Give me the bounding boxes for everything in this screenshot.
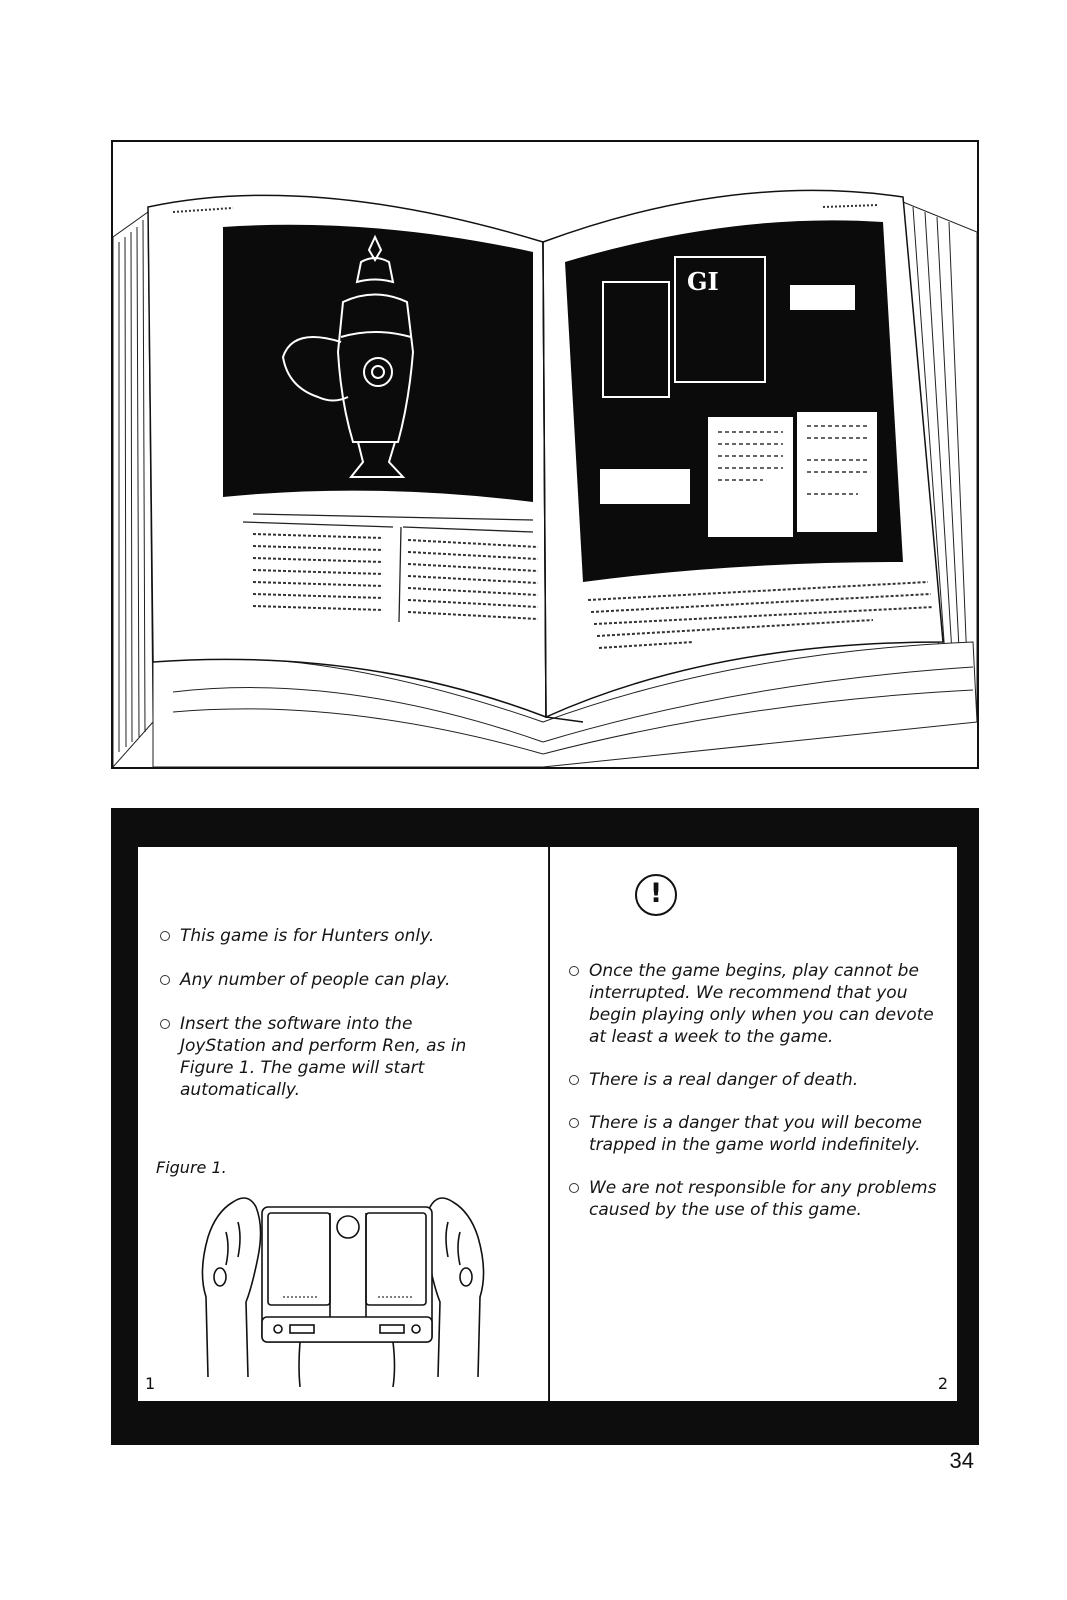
list-item: Once the game begins, play cannot be interrupted. We recommend that you begin playing only when you can devote at least a week to the game. xyxy=(569,960,944,1048)
list-item: We are not responsible for any problems caused by the use of this game. xyxy=(569,1177,944,1221)
figure-caption: Figure 1. xyxy=(156,1158,227,1177)
right-hand-icon xyxy=(425,1198,483,1377)
console-with-hands-figure xyxy=(178,1177,498,1387)
manual-page-number-right: 2 xyxy=(937,1374,948,1393)
right-notes-list xyxy=(569,960,944,1242)
list-item: There is a danger that you will become trapped in the game world indefinitely. xyxy=(569,1112,944,1156)
trophy-image-block xyxy=(223,225,533,502)
list-item: This game is for Hunters only. xyxy=(160,925,500,947)
list-item: There is a real danger of death. xyxy=(569,1069,944,1091)
gi-logo: GI xyxy=(687,267,719,296)
illustration-panel-open-book xyxy=(111,140,979,769)
page-number: 34 xyxy=(949,1448,974,1473)
open-book-drawing xyxy=(113,142,977,767)
manual-page-number-left: 1 xyxy=(145,1374,156,1393)
manual-page-left xyxy=(138,847,549,1401)
list-item: Insert the software into the JoyStation and perform Ren, as in Figure 1. The game will start automatically. xyxy=(160,1013,500,1101)
manual-page-right xyxy=(550,847,957,1401)
warning-icon: ! xyxy=(635,874,677,916)
list-item: Any number of people can play. xyxy=(160,969,500,991)
left-notes-list xyxy=(160,925,500,1123)
manual-spread-panel xyxy=(111,808,979,1445)
left-hand-icon xyxy=(202,1198,260,1377)
manual-spine-divider xyxy=(548,847,549,1401)
